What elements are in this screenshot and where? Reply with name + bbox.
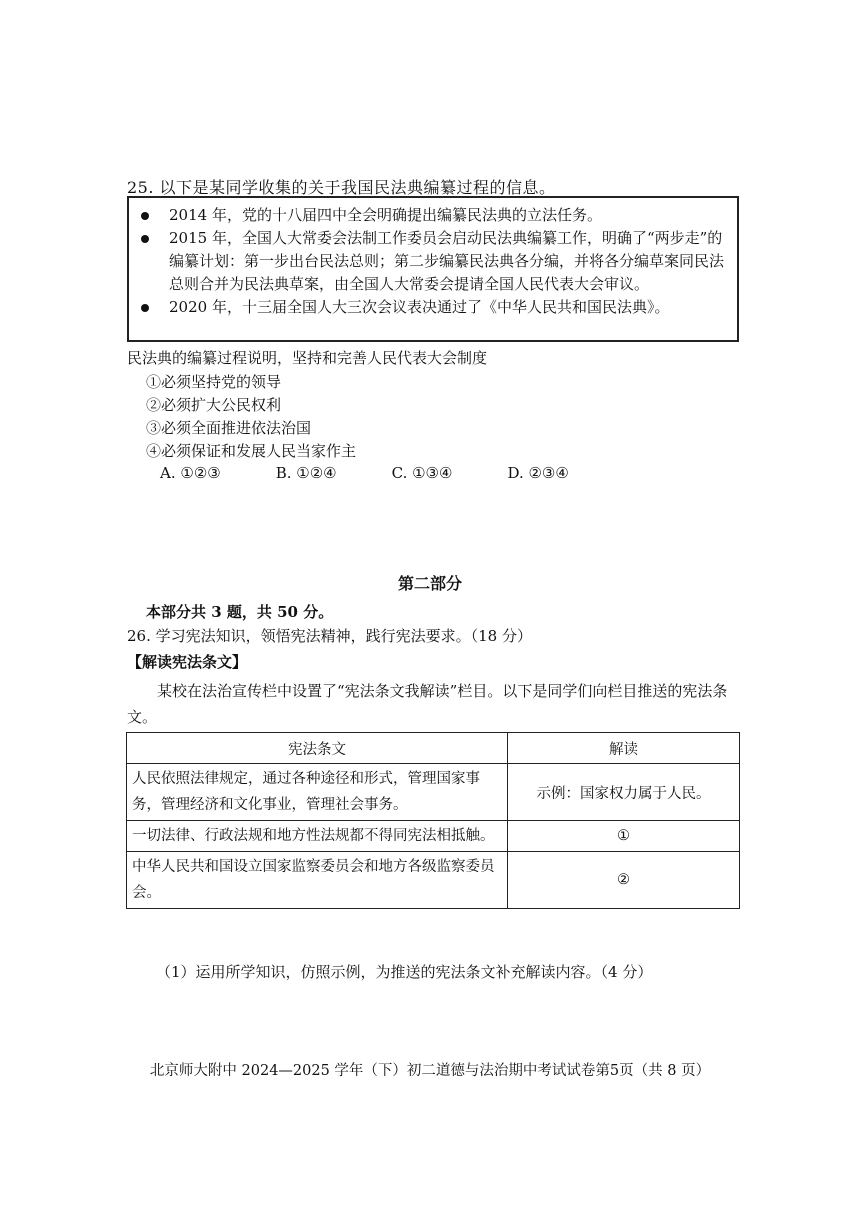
info-item	[139, 204, 727, 227]
info-item	[139, 296, 727, 319]
interpretation-cell: ②	[508, 852, 740, 909]
statement-4: ④必须保证和发展人民当家作主	[146, 442, 357, 460]
bullet-icon	[141, 235, 149, 243]
bullet-icon	[141, 212, 149, 220]
table-row	[127, 821, 740, 852]
table-header-row	[127, 733, 740, 764]
section-subheading: 【解读宪法条文】	[127, 653, 248, 671]
statement-1: ①必须坚持党的领导	[146, 373, 282, 391]
table-row	[127, 764, 740, 821]
article-cell: 中华人民共和国设立国家监察委员会和地方各级监察委员会。	[127, 852, 508, 909]
column-header-article: 宪法条文	[127, 733, 508, 764]
interpretation-cell: ①	[508, 821, 740, 852]
info-text: 2015 年，全国人大常委会法制工作委员会启动民法典编纂工作，明确了“两步走”的编纂计划：第一步出台民法总则；第二步编纂民法典各分编，并将各分编草案同民法总则合并为民法典草案，由全国人大常委会提请全国人民代表大会审议。	[169, 229, 725, 293]
constitution-table	[126, 732, 740, 909]
info-box	[127, 196, 739, 342]
sub-question-1: （1）运用所学知识，仿照示例，为推送的宪法条文补充解读内容。（4 分）	[156, 963, 653, 981]
statement-3: ③必须全面推进依法治国	[146, 419, 312, 437]
article-cell: 人民依照法律规定，通过各种途径和形式，管理国家事务，管理经济和文化事业，管理社会事务。	[127, 764, 508, 821]
part-two-note: 本部分共 3 题，共 50 分。	[146, 603, 334, 621]
question-25-title: 25. 以下是某同学收集的关于我国民法典编纂过程的信息。	[127, 178, 556, 197]
info-text: 2014 年，党的十八届四中全会明确提出编纂民法典的立法任务。	[169, 206, 602, 224]
interpretation-cell: 示例：国家权力属于人民。	[508, 764, 740, 821]
page-footer: 北京师大附中 2024—2025 学年（下）初二道德与法治期中考试试卷第5页（共 8 页）	[149, 1063, 711, 1079]
choice-d: D. ②③④	[507, 464, 569, 482]
question-26-intro: 某校在法治宣传栏中设置了“宪法条文我解读”栏目。以下是同学们向栏目推送的宪法条文。	[127, 682, 728, 726]
article-cell: 一切法律、行政法规和地方性法规都不得同宪法相抵触。	[127, 821, 508, 852]
statement-2: ②必须扩大公民权利	[146, 396, 282, 414]
answer-choices	[160, 464, 624, 482]
choice-a: A. ①②③	[160, 464, 221, 482]
table-row	[127, 852, 740, 909]
column-header-interpretation: 解读	[508, 733, 740, 764]
choice-c: C. ①③④	[391, 464, 453, 482]
bullet-icon	[141, 304, 149, 312]
choice-b: B. ①②④	[275, 464, 337, 482]
statement-list	[146, 371, 356, 463]
question-26-title: 26. 学习宪法知识，领悟宪法精神，践行宪法要求。（18 分）	[127, 627, 532, 645]
part-two-heading: 第二部分	[397, 574, 462, 593]
info-item	[139, 227, 727, 296]
info-text: 2020 年，十三届全国人大三次会议表决通过了《中华人民共和国民法典》。	[169, 298, 670, 316]
question-25-stem: 民法典的编纂过程说明，坚持和完善人民代表大会制度	[127, 349, 488, 367]
